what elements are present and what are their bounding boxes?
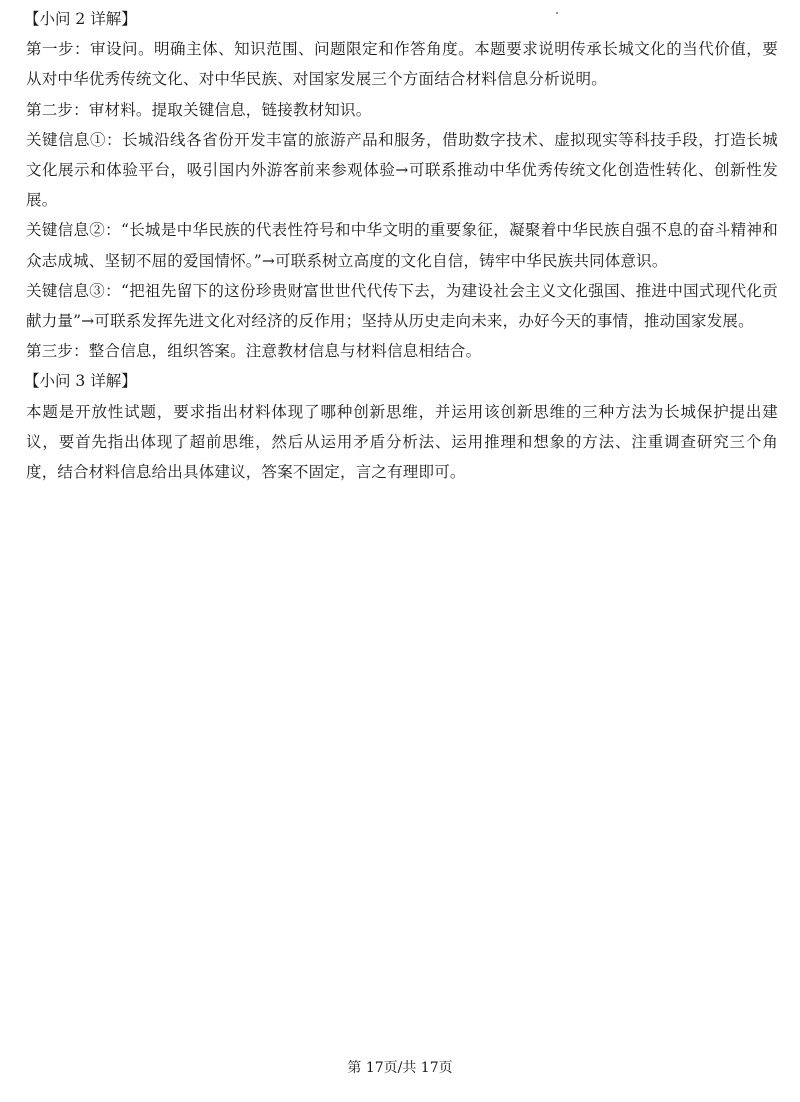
q2-key-info-2: 关键信息②：“长城是中华民族的代表性符号和中华文明的重要象征，凝聚着中华民族自强不息的奋斗精神和众志成城、坚韧不屈的爱国情怀。”→可联系树立高度的文化自信，铸牢中华民族共同体意识。 [26, 221, 778, 270]
heading-question-2: 【小问 2 详解】 [24, 10, 137, 28]
heading-question-3: 【小问 3 详解】 [24, 372, 137, 391]
q2-key-info-1: 关键信息①：长城沿线各省份开发丰富的旅游产品和服务，借助数字技术、虚拟现实等科技手段，打造长城文化展示和体验平台，吸引国内外游客前来参观体验→可联系推动中华优秀传统文化创造性转化、创新性发展。 [26, 130, 778, 210]
q3-explanation: 本题是开放性试题，要求指出材料体现了哪种创新思维，并运用该创新思维的三种方法为长城保护提出建议，要首先指出体现了超前思维，然后从运用矛盾分析法、运用推理和想象的方法、注重调查研究三个角度，结合材料信息给出具体建议，答案不固定，言之有理即可。 [26, 402, 778, 482]
document-body [26, 4, 778, 487]
q2-step-2: 第二步：审材料。提取关键信息，链接教材知识。 [26, 100, 372, 119]
q2-step-3: 第三步：整合信息，组织答案。注意教材信息与材料信息相结合。 [26, 342, 482, 361]
page-number: 第 17页/共 17页 [347, 1060, 453, 1076]
q2-step-1: 第一步：审设问。明确主体、知识范围、问题限定和作答角度。本题要求说明传承长城文化的当代价值，要从对中华优秀传统文化、对中华民族、对国家发展三个方面结合材料信息分析说明。 [26, 40, 778, 89]
q2-key-info-3: 关键信息③：“把祖先留下的这份珍贵财富世世代代传下去，为建设社会主义文化强国、推进中国式现代化贡献力量”→可联系发挥先进文化对经济的反作用；坚持从历史走向未来，办好今天的事情，推动国家发展。 [26, 281, 778, 331]
